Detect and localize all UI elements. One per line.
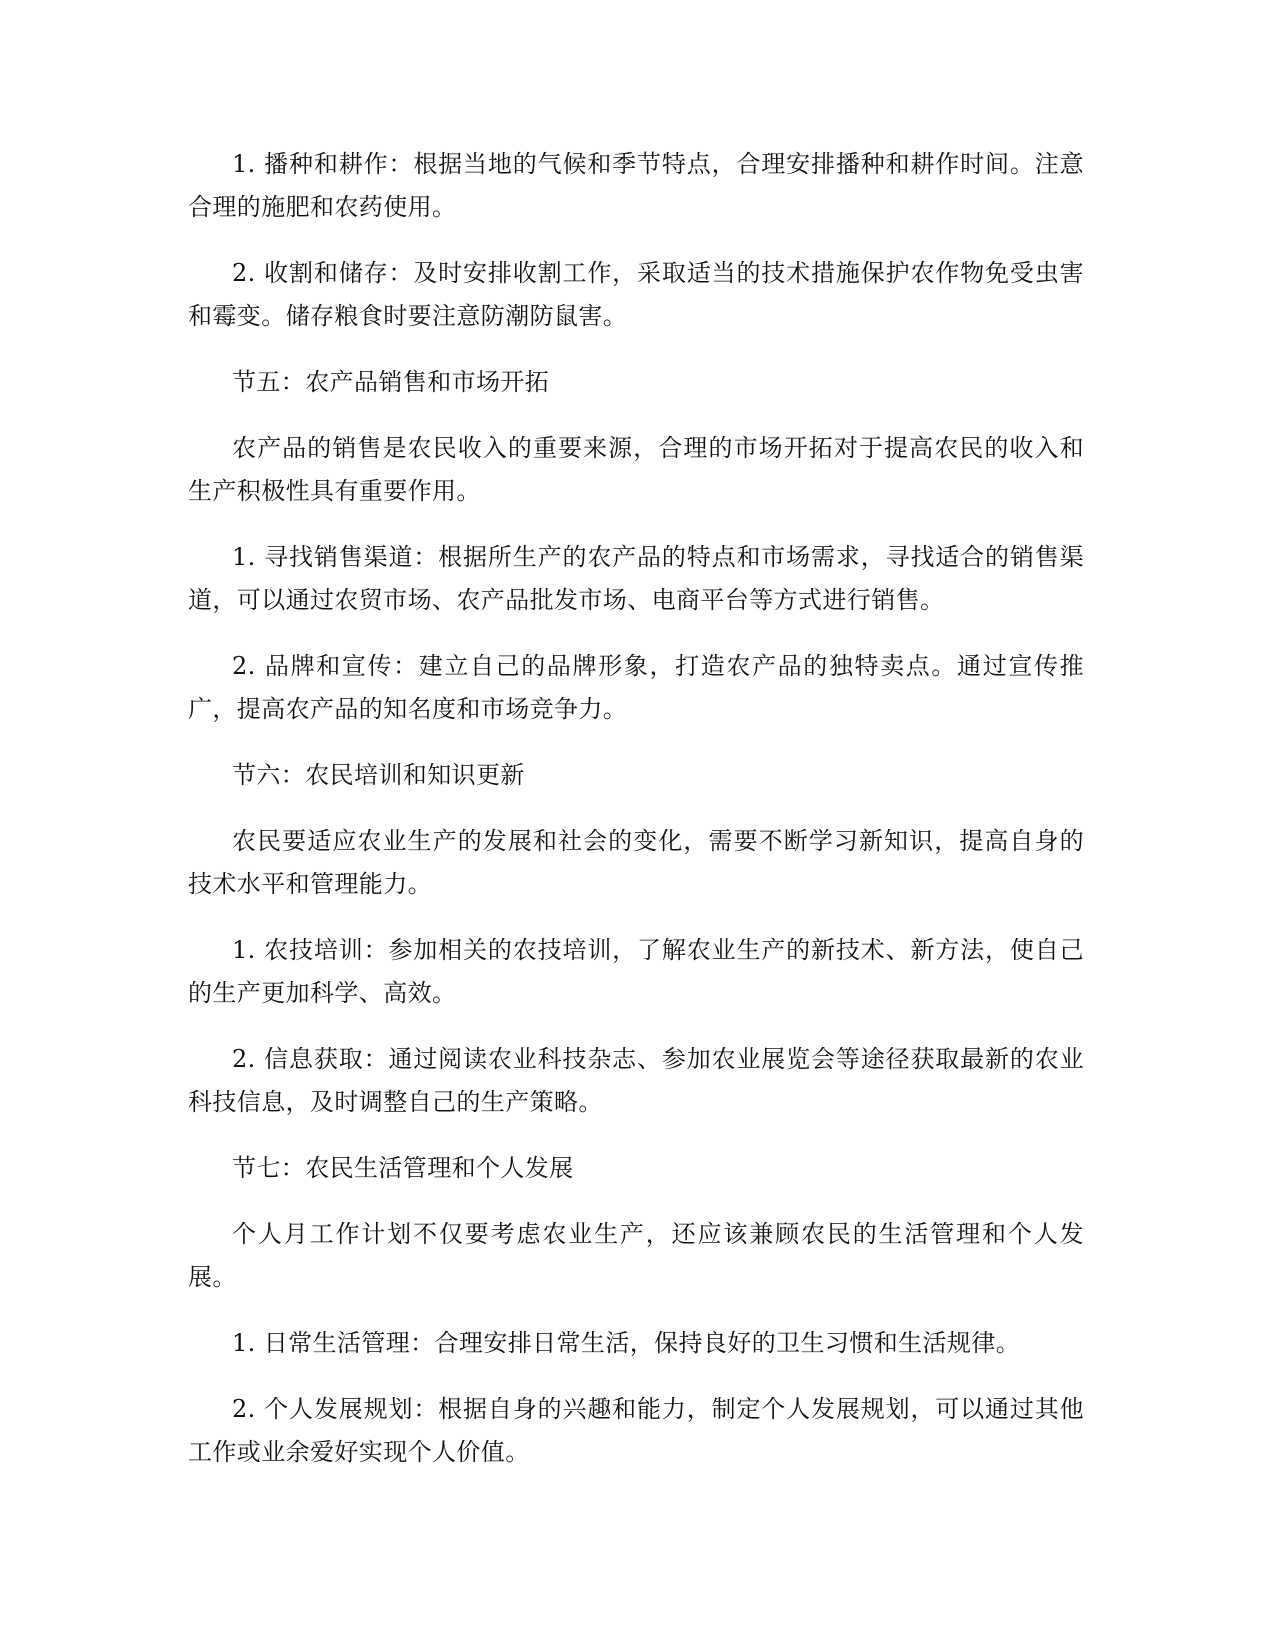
section-heading-7: 节七：农民生活管理和个人发展 (232, 1154, 574, 1182)
paragraph-sales-intro: 农产品的销售是农民收入的重要来源，合理的市场开拓对于提高农民的收入和生产积极性具有重要作用。 (188, 434, 1084, 505)
section-heading-5: 节五：农产品销售和市场开拓 (232, 368, 550, 396)
section-heading-6: 节六：农民培训和知识更新 (232, 761, 525, 789)
paragraph-training-intro: 农民要适应农业生产的发展和社会的变化，需要不断学习新知识，提高自身的技术水平和管理能力。 (188, 827, 1084, 898)
paragraph-info: 2. 信息获取：通过阅读农业科技杂志、参加农业展览会等途径获取最新的农业科技信息，及时调整自己的生产策略。 (188, 1045, 1084, 1116)
paragraph-sales-channels: 1. 寻找销售渠道：根据所生产的农产品的特点和市场需求，寻找适合的销售渠道，可以通过农贸市场、农产品批发市场、电商平台等方式进行销售。 (188, 543, 1084, 614)
paragraph-harvest: 2. 收割和储存：及时安排收割工作，采取适当的技术措施保护农作物免受虫害和霉变。储存粮食时要注意防潮防鼠害。 (188, 259, 1084, 330)
paragraph-tech-training: 1. 农技培训：参加相关的农技培训，了解农业生产的新技术、新方法，使自己的生产更加科学、高效。 (188, 936, 1084, 1007)
paragraph-life-intro: 个人月工作计划不仅要考虑农业生产，还应该兼顾农民的生活管理和个人发展。 (188, 1220, 1084, 1291)
paragraph-planting: 1. 播种和耕作：根据当地的气候和季节特点，合理安排播种和耕作时间。注意合理的施肥和农药使用。 (188, 150, 1084, 221)
paragraph-development: 2. 个人发展规划：根据自身的兴趣和能力，制定个人发展规划，可以通过其他工作或业余爱好实现个人价值。 (188, 1395, 1084, 1466)
paragraph-branding: 2. 品牌和宣传：建立自己的品牌形象，打造农产品的独特卖点。通过宣传推广，提高农产品的知名度和市场竞争力。 (188, 652, 1084, 723)
document-body (188, 143, 1084, 1497)
paragraph-daily-life: 1. 日常生活管理：合理安排日常生活，保持良好的卫生习惯和生活规律。 (232, 1329, 1021, 1357)
